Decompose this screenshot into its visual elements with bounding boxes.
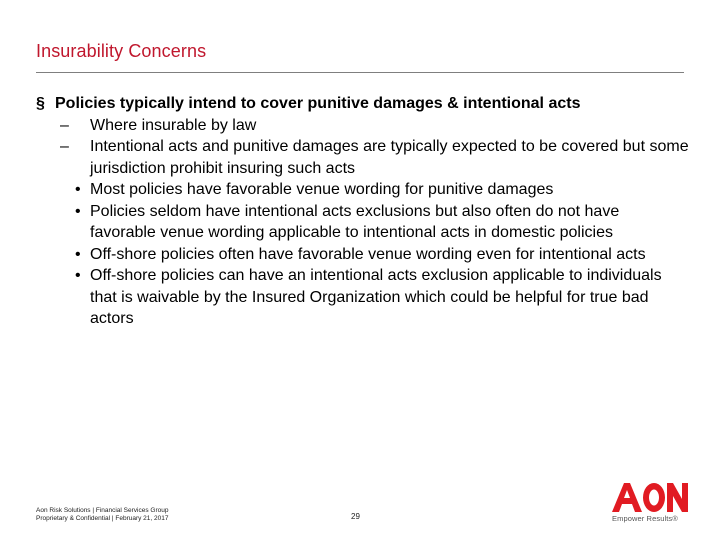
- bullet-text: Where insurable by law: [90, 116, 257, 134]
- bullet-text: Policies typically intend to cover punitive damages & intentional acts: [55, 95, 581, 112]
- bullet-text: Policies seldom have intentional acts exclusions but also often do not have favorable venue wording applicable to intentional acts in domestic policies: [90, 202, 620, 241]
- footer-line-company: Aon Risk Solutions | Financial Services Group: [36, 507, 169, 514]
- dot-bullet-icon: •: [75, 181, 81, 198]
- page-number: 29: [351, 512, 360, 521]
- dash-bullet-icon: –: [60, 116, 69, 134]
- bullet-level1: [36, 93, 696, 115]
- square-bullet-icon: §: [36, 95, 45, 112]
- bullet-level2: [36, 115, 696, 137]
- bullet-level3: [36, 265, 696, 330]
- title-divider: [36, 72, 684, 73]
- logo-tagline: Empower Results®: [612, 514, 678, 523]
- footer-line-confidential: Proprietary & Confidential | February 21, 2017: [36, 515, 169, 522]
- aon-logo-icon: [610, 480, 690, 514]
- bullet-text: Off-shore policies often have favorable venue wording even for intentional acts: [90, 245, 646, 263]
- bullet-level2: [36, 136, 696, 179]
- footer-info: [36, 507, 168, 523]
- bullet-text: Most policies have favorable venue wording for punitive damages: [90, 181, 554, 198]
- bullet-text: Off-shore policies can have an intentional acts exclusion applicable to individuals that is waivable by the Insured Organization which could be helpful for true bad actors: [90, 267, 662, 327]
- dot-bullet-icon: •: [75, 245, 81, 263]
- slide-body: [36, 93, 696, 330]
- dot-bullet-icon: •: [75, 202, 81, 220]
- bullet-level3: [36, 179, 696, 201]
- bullet-level3: [36, 244, 696, 266]
- dash-bullet-icon: –: [60, 138, 69, 155]
- slide-title: Insurability Concerns: [36, 41, 207, 61]
- bullet-level3: [36, 201, 696, 244]
- dot-bullet-icon: •: [75, 267, 81, 284]
- bullet-text: Intentional acts and punitive damages are typically expected to be covered but some jurisdiction prohibit insuring such acts: [90, 138, 689, 177]
